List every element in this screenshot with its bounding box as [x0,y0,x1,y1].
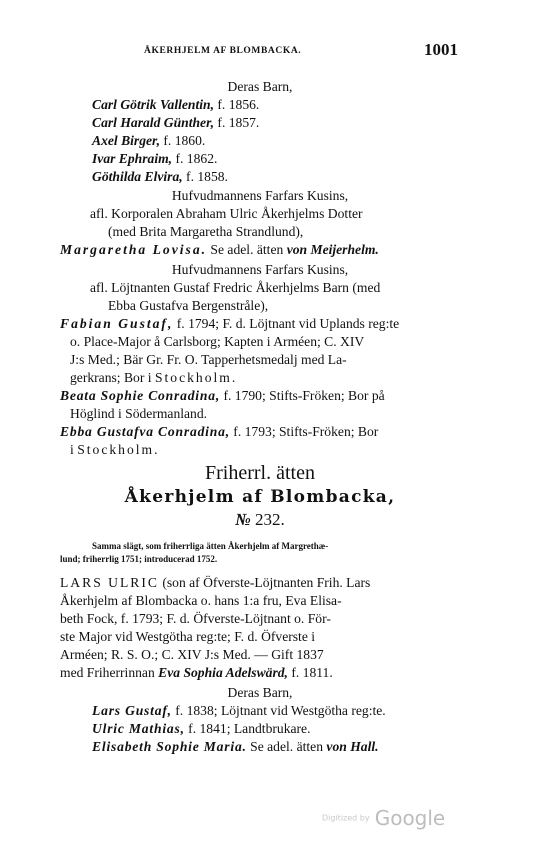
family-note-line: Samma slägt, som friherrliga ätten Åkerhjelm af Margrethæ- [92,541,329,551]
family-name: Åkerhjelm af Blombacka, [124,487,396,507]
person-entry [60,315,399,333]
google-logo: Google [374,806,446,830]
paragraph-line: (med Brita Margaretha Strandlund), [108,224,304,239]
paragraph-line: afl. Korporalen Abraham Ulric Åkerhjelms Dotter [90,206,363,221]
cousin-heading: Hufvudmannens Farfars Kusins, [171,188,349,203]
google-watermark [322,806,445,830]
child-name: Göthilda Elvira, [92,169,183,184]
paragraph-line: Åkerhjelm af Blombacka o. hans 1:a fru, Eva Elisa- [60,593,342,608]
person-name: Ebba Gustafva Conradina, [60,424,230,439]
children-heading: Deras Barn, [227,79,293,94]
entry-text: Se adel. ätten [207,242,287,257]
paragraph-line [60,664,333,682]
family-reference: von Meijerhelm. [286,242,379,257]
child-name: Carl Harald Günther, [92,115,215,130]
child-entry [92,738,379,756]
entry-text: Se adel. ätten [246,739,327,754]
person-name: LARS ULRIC [60,575,159,590]
page-number: 1001 [424,40,458,59]
entry-text: (son af Öfverste-Löjtnanten Frih. Lars [158,575,371,590]
person-entry [60,574,370,592]
family-note-line: lund; friherrlig 1751; introducerad 1752. [60,554,218,564]
place-name: Stockholm. [154,370,238,385]
paragraph-line: o. Place-Major å Carlsborg; Kapten i Arméen; C. XIV [70,334,365,349]
entry-text: f. 1790; Stifts-Fröken; Bor på [220,388,385,403]
child-entry [92,720,310,738]
number-value: 232. [255,510,285,529]
number-sign: № [235,510,251,529]
paragraph-line: Arméen; R. S. O.; C. XIV J:s Med. — Gift 1837 [60,647,324,662]
person-name: Beata Sophie Conradina, [60,388,221,403]
child-entry [92,114,259,132]
person-name: Fabian Gustaf, [60,316,174,331]
children-heading: Deras Barn, [227,685,293,700]
entry-text: f. 1838; Löjtnant vid Westgötha reg:te. [171,703,386,718]
child-entry [92,96,259,114]
child-name: Elisabeth Sophie Maria. [92,739,247,754]
paragraph-line [70,369,237,387]
child-birth: f. 1862. [172,151,218,166]
child-name: Ivar Ephraim, [92,151,173,166]
child-birth: f. 1860. [159,133,206,148]
child-birth: f. 1858. [182,169,228,184]
entry-text: f. 1811. [287,665,333,680]
person-entry [60,423,378,441]
spouse-name: Eva Sophia Adelswärd, [158,665,288,680]
place-name: Stockholm. [77,442,160,457]
entry-text: med Friherrinnan [60,665,159,680]
paragraph-line [70,441,160,459]
child-name: Carl Götrik Vallentin, [92,97,214,112]
child-name: Ulric Mathias, [92,721,185,736]
child-entry [92,132,205,150]
person-name: Margaretha Lovisa. [60,242,208,257]
child-name: Lars Gustaf, [92,703,172,718]
child-entry [92,702,386,720]
paragraph-line: afl. Löjtnanten Gustaf Fredric Åkerhjelms Barn (med [90,280,381,295]
family-number [60,509,460,531]
paragraph-line: beth Fock, f. 1793; F. d. Öfverste-Löjtnant o. För- [60,611,331,626]
paragraph-line: Höglind i Södermanland. [70,406,208,421]
watermark-caption: Digitized by [322,813,370,823]
child-entry [92,168,228,186]
running-title: ÅKERHJELM AF BLOMBACKA. [144,46,302,56]
entry-text: f. 1841; Landtbrukare. [184,721,311,736]
entry-text: f. 1793; Stifts-Fröken; Bor [229,424,379,439]
running-header [60,40,460,64]
entry-text: gerkrans; Bor i [70,370,155,385]
paragraph-line: ste Major vid Westgötha reg:te; F. d. Öfverste i [60,629,316,644]
child-name: Axel Birger, [92,133,160,148]
entry-text: i [70,442,78,457]
family-reference: von Hall. [326,739,379,754]
child-entry [92,150,217,168]
child-birth: f. 1856. [214,97,260,112]
child-birth: f. 1857. [214,115,260,130]
entry-text: f. 1794; F. d. Löjtnant vid Uplands reg:te [173,316,400,331]
paragraph-line: Ebba Gustafva Bergenstråle), [108,298,269,313]
person-entry [60,387,385,405]
paragraph-line: J:s Med.; Bär Gr. Fr. O. Tapperhetsmedalj med La- [70,352,347,367]
cousin-heading: Hufvudmannens Farfars Kusins, [171,262,349,277]
person-entry [60,241,379,259]
family-title: Friherrl. ätten [205,462,315,484]
